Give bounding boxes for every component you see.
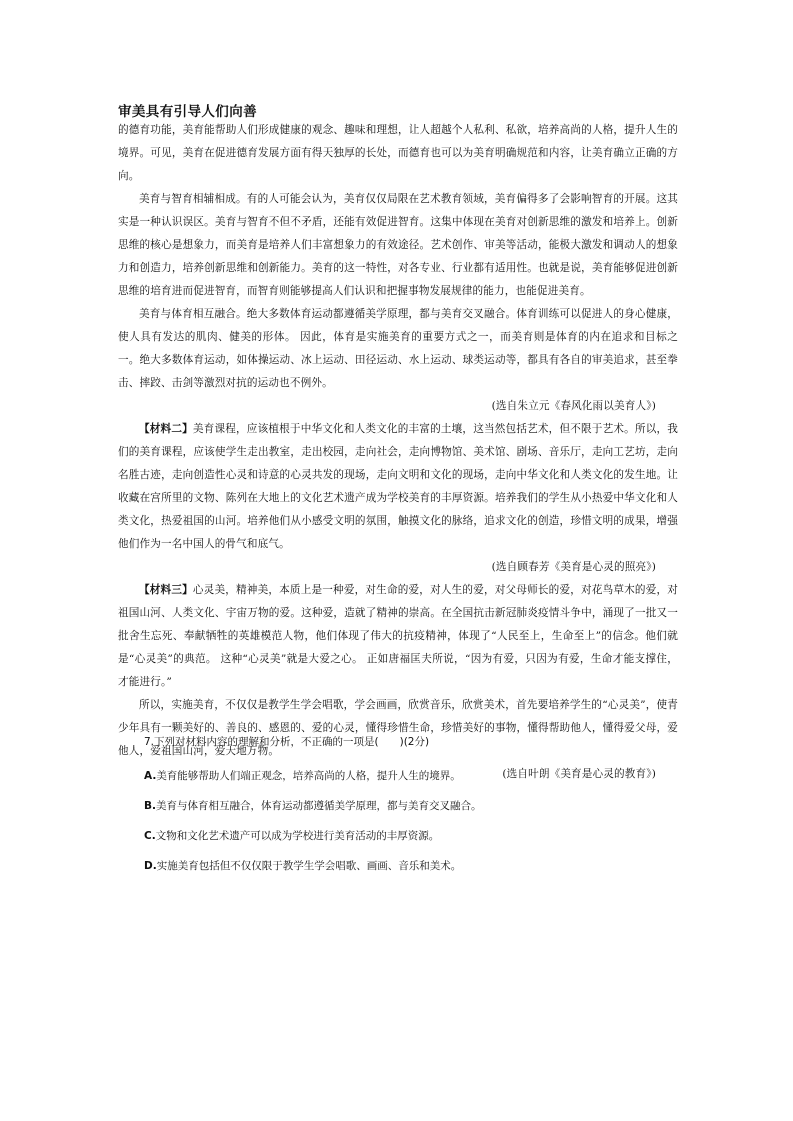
material-2-text: 美育课程，应该植根于中华文化和人类文化的丰富的土壤，这当然包括艺术，但不限于艺术。所以，我们的美育课程，应该使学生走出教室，走出校园，走向社会，走向博物馆、美术馆、剧场、音乐厅，走向工艺坊，走向名胜古迹，走向创造性心灵和诗意的心灵共发的现场，走向文明和文化的现场，走向中华文化和人类文化的发生地。让收藏在宫所里的文物、陈列在大地上的文化艺术遗产成为学校美育的丰厚资源。培养我们的学生从小热爱中华文化和人类文化，热爱祖国的山河。培养他们从小感受文明的氛围，触摸文化的脉络，追求文化的创造，珍惜文明的成果，增强他们作为一名中国人的骨气和底气。 <box>118 423 678 550</box>
question-stem: 7.下列对材料内容的理解和分析，不正确的一项是( )(2分) <box>144 736 430 748</box>
option-c-letter: C. <box>144 830 156 842</box>
material-2-label: 【材料二】 <box>139 423 193 435</box>
paragraph-1: 美育与智育相辅相成。有的人可能会认为，美育仅仅局限在艺术教育领域，美育偏得多了会影响智育的开展。这其实是一种认识误区。美育与智育不但不矛盾，还能有效促进智育。这集中体现在美育对创新思维的激发和培养上。创新思维的核心是想象力，而美育是培养人们丰富想象力的有效途径。艺术创作、审美等活动，能极大激发和调动人的想象力和创造力，培养创新思维和创新能力。美育的这一特性，对各专业、行业都有适用性。也就是说，美育能够促进创新思维的培育进而促进智育，而智育则能够提高人们认识和把握事物发展规律的能力，也能促进美育。 <box>118 193 678 297</box>
source-citation-2: (选自顾春芳《美育是心灵的照亮》) <box>491 561 656 573</box>
article-body <box>118 119 678 786</box>
source-citation-1: (选自朱立元《春风化雨以美育人》) <box>491 400 656 412</box>
material-3-paragraph <box>118 579 678 694</box>
option-b[interactable] <box>144 798 482 813</box>
paragraph-0: 的德育功能，美育能帮助人们形成健康的观念、趣味和理想，让人超越个人私利、私欲，培养高尚的人格，提升人生的境界。可见，美育在促进德育发展方面有得天独厚的长处，而德育也可以为美育明确规范和内容，让美育确立正确的方向。 <box>118 124 678 182</box>
option-d-letter: D. <box>144 860 157 872</box>
material-3-label: 【材料三】 <box>139 584 193 596</box>
material-3-text: 心灵美，精神美，本质上是一种爱，对生命的爱，对人生的爱，对父母师长的爱，对花鸟草木的爱，对祖国山河、人类文化、宇宙万物的爱。这种爱，造就了精神的崇高。在全国抗击新冠肺炎疫情斗争中，涌现了一批又一批舍生忘死、奉献牺牲的英雄模范人物，他们体现了伟大的抗疫精神，体现了“人民至上，生命至上”的信念。他们就是“心灵美”的典范。 这种“心灵美”就是大爱之心。 正如唐福匡夫所说，“因为有爱，只因为有爱，生命才能支撑住，才能进行。” <box>118 584 678 688</box>
paragraph-5: 所以，实施美育，不仅仅是教学生学会唱歌，学会画画，欣赏音乐，欣赏美术，首先要培养学生的“心灵美”，使青少年具有一颗美好的、善良的、感恩的、爱的心灵，懂得珍惜生命，珍惜美好的事物，懂得帮助他人，懂得爱父母，爱他人，爱祖国山河，爱天地万物。 <box>118 699 678 757</box>
option-d-text: 实施美育包括但不仅仅限于教学生学会唱歌、画画、音乐和美术。 <box>156 860 462 872</box>
source-citation-3: (选自叶朗《美育是心灵的教育》) <box>502 768 656 780</box>
option-a-letter: A. <box>144 770 157 782</box>
heading-fragment: 审美具有引导人们向善 <box>118 104 257 120</box>
paragraph-2: 美育与体育相互融合。绝大多数体育运动都遵循美学原理，都与美育交叉融合。体育训练可以促进人的身心健康，使人具有发达的肌肉、健美的形体。 因此，体育是实施美育的重要方式之一，而美育则是体育的内在追求和目标之一。绝大多数体育运动，如体操运动、冰上运动、田径运动、水上运动、球类运动等，都具有各自的审美追求，甚至拳击、摔跤、击剑等激烈对抗的运动也不例外。 <box>118 308 678 389</box>
material-2-paragraph <box>118 418 678 556</box>
option-b-letter: B. <box>144 800 156 812</box>
option-a-text: 美育能够帮助人们端正观念，培养高尚的人格，提升人生的境界。 <box>156 770 461 782</box>
option-a[interactable] <box>144 768 461 783</box>
option-c[interactable] <box>144 828 439 843</box>
option-b-text: 美育与体育相互融合，体育运动都遵循美学原理，都与美育交叉融合。 <box>156 800 482 812</box>
option-d[interactable] <box>144 858 461 873</box>
option-c-text: 文物和文化艺术遗产可以成为学校进行美育活动的丰厚资源。 <box>155 830 440 842</box>
